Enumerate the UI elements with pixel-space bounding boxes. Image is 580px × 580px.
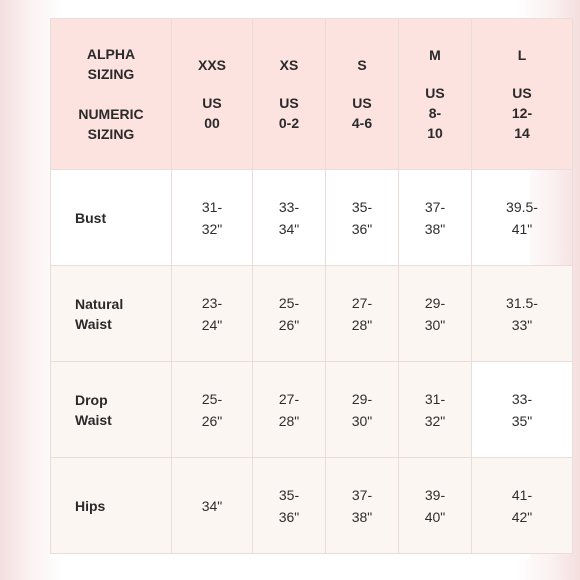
measurement-value: 35- 36": [326, 170, 399, 266]
alpha-size: XS: [279, 57, 299, 73]
measurement-row-drop-waist: [51, 362, 573, 458]
numeric-size: 12-: [511, 105, 533, 121]
numeric-size: 0-2: [278, 115, 300, 131]
numeric-size: US: [202, 95, 222, 111]
numeric-size: 8-: [428, 105, 442, 121]
size-header-m: [399, 19, 472, 170]
measurement-value: 29- 30": [326, 362, 399, 458]
measurement-label: Natural Waist: [51, 266, 172, 362]
measurement-value: 33- 35": [472, 362, 573, 458]
measurement-value: 34": [172, 458, 253, 554]
alpha-size: S: [357, 57, 367, 73]
alpha-size: L: [517, 47, 527, 63]
numeric-sizing-label: NUMERIC SIZING: [78, 106, 144, 142]
measurement-value: 37- 38": [326, 458, 399, 554]
measurement-value: 39.5- 41": [472, 170, 573, 266]
measurement-value: 41- 42": [472, 458, 573, 554]
size-table: [50, 18, 573, 554]
numeric-size: US: [425, 85, 445, 101]
measurement-value: 31- 32": [172, 170, 253, 266]
measurement-value: 37- 38": [399, 170, 472, 266]
measurement-value: 31- 32": [399, 362, 472, 458]
measurement-value: 39- 40": [399, 458, 472, 554]
measurement-value: 27- 28": [253, 362, 326, 458]
size-header-l: [472, 19, 573, 170]
measurement-value: 25- 26": [253, 266, 326, 362]
measurement-value: 25- 26": [172, 362, 253, 458]
header-label-cell: [51, 19, 172, 170]
measurement-row-bust: [51, 170, 573, 266]
size-header-xs: [253, 19, 326, 170]
measurement-row-hips: [51, 458, 573, 554]
measurement-label: Bust: [51, 170, 172, 266]
measurement-value: 33- 34": [253, 170, 326, 266]
size-chart: [50, 18, 538, 559]
numeric-size: US: [352, 95, 372, 111]
measurement-label: Drop Waist: [51, 362, 172, 458]
measurement-value: 35- 36": [253, 458, 326, 554]
measurement-value: 27- 28": [326, 266, 399, 362]
size-header-xxs: [172, 19, 253, 170]
measurement-row-natural-waist: [51, 266, 573, 362]
header-row: [51, 19, 573, 170]
numeric-size: 4-6: [351, 115, 373, 131]
measurement-label: Hips: [51, 458, 172, 554]
measurement-value: 31.5- 33": [472, 266, 573, 362]
size-header-s: [326, 19, 399, 170]
alpha-size: M: [429, 47, 441, 63]
numeric-size: 14: [514, 125, 530, 141]
measurement-value: 23- 24": [172, 266, 253, 362]
measurement-value: 29- 30": [399, 266, 472, 362]
alpha-sizing-label: ALPHA SIZING: [86, 46, 136, 82]
numeric-size: 10: [427, 125, 443, 141]
numeric-size: US: [279, 95, 299, 111]
numeric-size: US: [512, 85, 532, 101]
alpha-size: XXS: [197, 57, 226, 73]
numeric-size: 00: [204, 115, 220, 131]
